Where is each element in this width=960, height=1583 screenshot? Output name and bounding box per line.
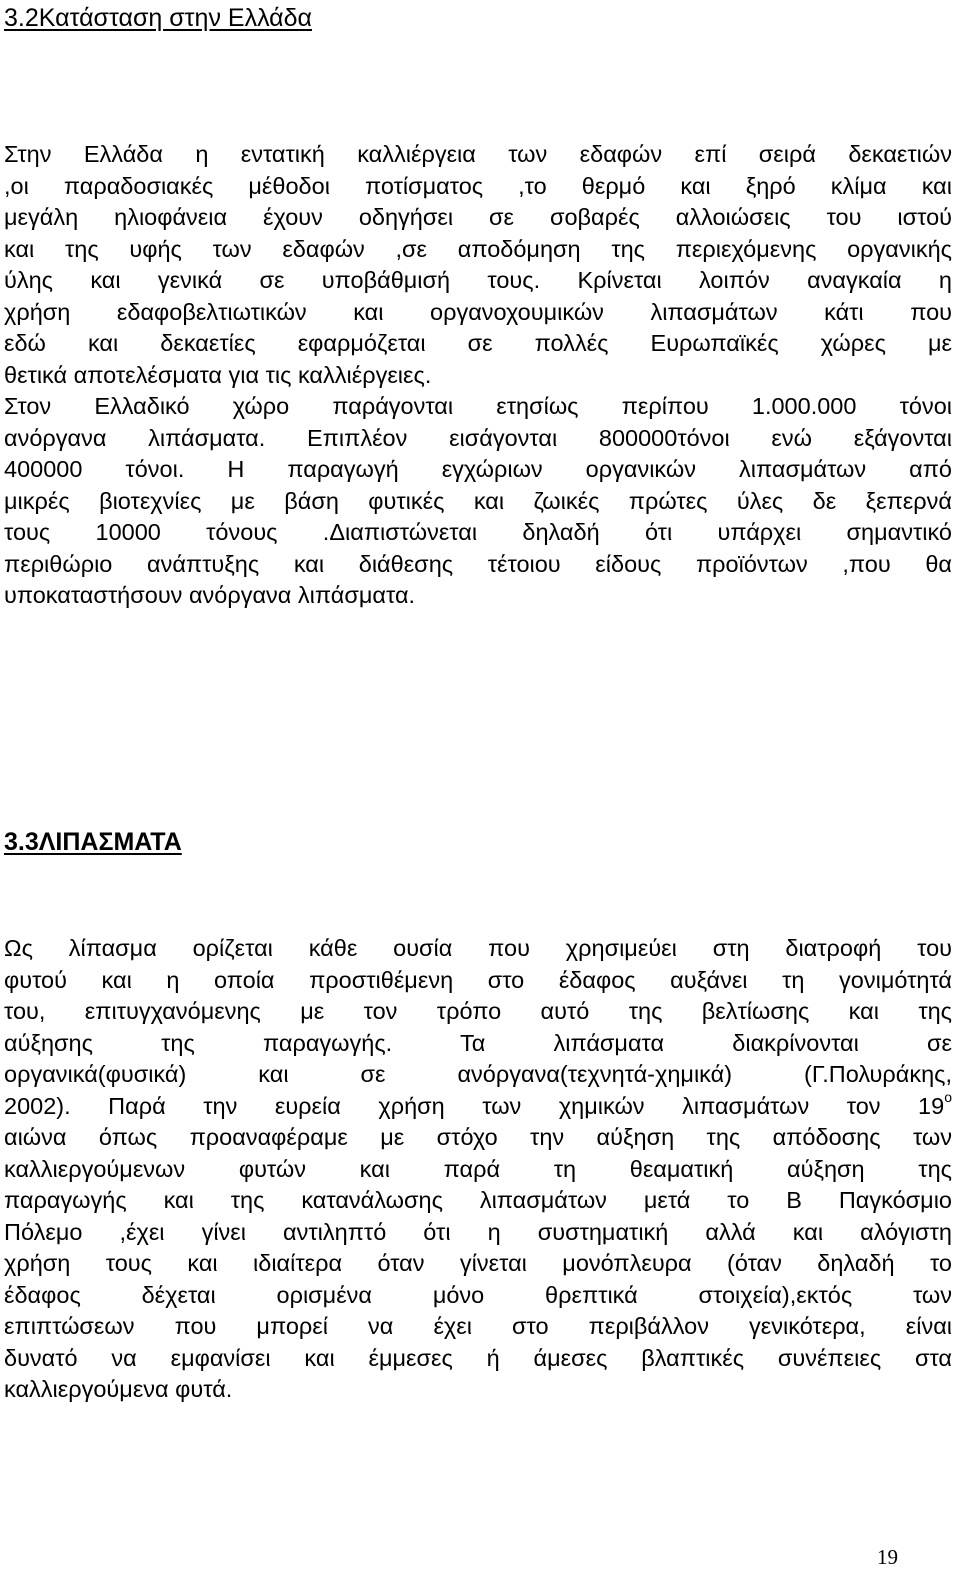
paragraph-line: Στον Ελλαδικό χώρο παράγονται ετησίως περίπου 1.000.000 τόνοι <box>4 393 952 419</box>
paragraph-line: φυτού και η οποία προστιθέμενη στο έδαφος αυξάνει τη γονιμότητά <box>4 966 952 993</box>
paragraph-line: οργανικά(φυσικά) και σε ανόργανα(τεχνητά-χημικά) (Γ.Πολυράκης, <box>4 1061 952 1087</box>
ordinal-superscript: ο <box>944 1088 952 1105</box>
paragraph-line: μικρές βιοτεχνίες με βάση φυτικές και ζωικές πρώτες ύλες δε ξεπερνά <box>4 487 952 514</box>
paragraph-line: καλλιεργούμενα φυτά. <box>4 1376 233 1402</box>
section-heading-greece: 3.2Κατάσταση στην Ελλάδα <box>4 4 313 32</box>
paragraph-line: περιθώριο ανάπτυξης και διάθεσης τέτοιου είδους προϊόντων ,που θα <box>4 550 952 577</box>
paragraph-line: χρήση τους και ιδιαίτερα όταν γίνεται μονόπλευρα (όταν δηλαδή το <box>4 1250 952 1276</box>
paragraph-line: καλλιεργούμενων φυτών και παρά τη θεαματική αύξηση της <box>4 1155 952 1182</box>
paragraph-line: θετικά αποτελέσματα για τις καλλιέργειες. <box>4 361 432 388</box>
paragraph-line: Ως λίπασμα ορίζεται κάθε ουσία που χρησιμεύει στη διατροφή του <box>4 935 952 961</box>
section-heading-fertilizers: 3.3ΛΙΠΑΣΜΑΤΑ <box>4 828 182 856</box>
paragraph-fertilizers-definition <box>4 933 952 1406</box>
paragraph-line: αύξησης της παραγωγής. Τα λιπάσματα διακρίνονται σε <box>4 1029 952 1056</box>
paragraph-line: αιώνα όπως προαναφέραμε με στόχο την αύξηση της απόδοσης των <box>4 1124 952 1150</box>
paragraph-line: Στην Ελλάδα η εντατική καλλιέργεια των εδαφών επί σειρά δεκαετιών <box>4 141 952 167</box>
paragraph-line: μεγάλη ηλιοφάνεια έχουν οδηγήσει σε σοβαρές αλλοιώσεις του ιστού <box>4 204 952 230</box>
page-number: 19 <box>877 1545 898 1569</box>
paragraph-line: παραγωγής και της κατανάλωσης λιπασμάτων μετά το Β Παγκόσμιο <box>4 1187 952 1213</box>
paragraph-line: και της υφής των εδαφών ,σε αποδόμηση της περιεχόμενης οργανικής <box>4 235 952 262</box>
paragraph-line-with-superscript <box>4 1088 952 1123</box>
paragraph-greece-situation <box>4 139 952 612</box>
paragraph-line: ανόργανα λιπάσματα. Επιπλέον εισάγονται 800000τόνοι ενώ εξάγονται <box>4 424 952 451</box>
paragraph-line-text: 2002). Παρά την ευρεία χρήση των χημικών λιπασμάτων τον 19 <box>4 1092 945 1119</box>
paragraph-line: ύλης και γενικά σε υποβάθμισή τους. Κρίνεται λοιπόν αναγκαία η <box>4 267 952 293</box>
paragraph-line: τους 10000 τόνους .Διαπιστώνεται δηλαδή ότι υπάρχει σημαντικό <box>4 519 952 545</box>
paragraph-line: 400000 τόνοι. Η παραγωγή εγχώριων οργανικών λιπασμάτων από <box>4 456 952 482</box>
paragraph-line: έδαφος δέχεται ορισμένα μόνο θρεπτικά στοιχεία),εκτός των <box>4 1281 952 1308</box>
paragraph-line: του, επιτυγχανόμενης με τον τρόπο αυτό της βελτίωσης και της <box>4 998 952 1024</box>
paragraph-line: χρήση εδαφοβελτιωτικών και οργανοχουμικών λιπασμάτων κάτι που <box>4 298 952 325</box>
paragraph-line: Πόλεμο ,έχει γίνει αντιληπτό ότι η συστηματική αλλά και αλόγιστη <box>4 1218 952 1245</box>
paragraph-line: ,οι παραδοσιακές μέθοδοι ποτίσματος ,το θερμό και ξηρό κλίμα και <box>4 172 952 199</box>
paragraph-line: επιπτώσεων που μπορεί να έχει στο περιβάλλον γενικότερα, είναι <box>4 1313 952 1339</box>
paragraph-line: εδώ και δεκαετίες εφαρμόζεται σε πολλές Ευρωπαϊκές χώρες με <box>4 330 952 356</box>
paragraph-line: υποκαταστήσουν ανόργανα λιπάσματα. <box>4 582 416 608</box>
paragraph-line: δυνατό να εμφανίσει και έμμεσες ή άμεσες βλαπτικές συνέπειες στα <box>4 1344 952 1371</box>
